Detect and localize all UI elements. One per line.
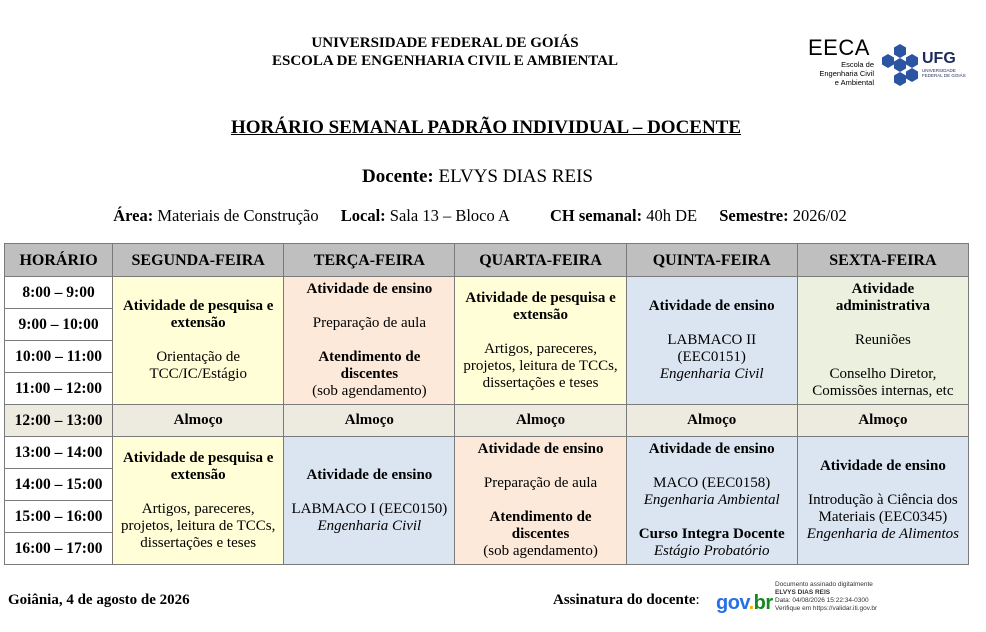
- time-cell: 10:00 – 11:00: [5, 341, 113, 373]
- thursday-morning-cell: Atividade de ensino LABMACO II (EEC0151) Engenharia Civil: [626, 277, 797, 405]
- wednesday-afternoon-cell: Atividade de ensino Preparação de aula Atendimento de discentes (sob agendamento): [455, 437, 626, 565]
- signature-line: Verifique em https://validar.iti.gov.br: [775, 605, 878, 612]
- school-name: ESCOLA DE ENGENHARIA CIVIL E AMBIENTAL: [271, 53, 619, 69]
- ufg-logo-text: UFG: [922, 50, 956, 67]
- govbr-logo: gov.br: [716, 592, 773, 614]
- time-cell: 12:00 – 13:00: [5, 405, 113, 437]
- lunch-cell: Almoço: [284, 405, 455, 437]
- digital-signature-stamp: [775, 581, 877, 613]
- docente-name: ELVYS DIAS REIS: [438, 166, 593, 187]
- signature-line: ELVYS DIAS REIS: [775, 589, 831, 596]
- lunch-cell: Almoço: [626, 405, 797, 437]
- signature-line: Documento assinado digitalmente: [775, 581, 873, 588]
- friday-afternoon-cell: Atividade de ensino Introdução à Ciência dos Materiais (EEC0345) Engenharia de Alimentos: [797, 437, 968, 565]
- lunch-row: [5, 405, 969, 437]
- time-cell: 14:00 – 15:00: [5, 469, 113, 501]
- monday-morning-cell: Atividade de pesquisa e extensão Orientação de TCC/IC/Estágio: [113, 277, 284, 405]
- logos: [806, 36, 976, 92]
- column-header: SEXTA-FEIRA: [797, 244, 968, 277]
- time-cell: 16:00 – 17:00: [5, 533, 113, 565]
- friday-morning-cell: Atividade administrativa Reuniões Conselho Diretor, Comissões internas, etc: [797, 277, 968, 405]
- ch-value: 40h DE: [646, 206, 698, 225]
- column-header: TERÇA-FEIRA: [284, 244, 455, 277]
- docente-label: Docente:: [362, 166, 434, 187]
- lunch-cell: Almoço: [455, 405, 626, 437]
- eeca-logo: [808, 36, 874, 87]
- area-label: Área:: [113, 206, 154, 225]
- ufg-sub-line: FEDERAL DE GOIÁS: [922, 73, 966, 78]
- eeca-line: e Ambiental: [834, 78, 874, 87]
- university-name: UNIVERSIDADE FEDERAL DE GOIÁS: [311, 35, 579, 51]
- semestre-label: Semestre:: [719, 206, 789, 225]
- tuesday-morning-cell: Atividade de ensino Preparação de aula Atendimento de discentes (sob agendamento): [284, 277, 455, 405]
- eeca-logo-text: EECA: [808, 35, 870, 60]
- time-cell: 13:00 – 14:00: [5, 437, 113, 469]
- lunch-cell: Almoço: [113, 405, 284, 437]
- eeca-line: Escola de: [841, 60, 874, 69]
- column-header: QUINTA-FEIRA: [626, 244, 797, 277]
- monday-afternoon-cell: Atividade de pesquisa e extensão Artigos, pareceres, projetos, leitura de TCCs, dissertações e teses: [113, 437, 284, 565]
- area-value: Materiais de Construção: [157, 206, 319, 225]
- eeca-line: Engenharia Civil: [819, 69, 874, 78]
- place-date: Goiânia, 4 de agosto de 2026: [8, 592, 190, 608]
- docente-line: [0, 166, 955, 188]
- semestre-value: 2026/02: [792, 206, 847, 225]
- column-header: HORÁRIO: [5, 244, 113, 277]
- time-cell: 8:00 – 9:00: [5, 277, 113, 309]
- info-line: [0, 206, 960, 226]
- ch-label: CH semanal:: [550, 206, 643, 225]
- table-row: [5, 437, 969, 469]
- ufg-sub-line: UNIVERSIDADE: [922, 68, 956, 73]
- time-cell: 11:00 – 12:00: [5, 373, 113, 405]
- column-header: QUARTA-FEIRA: [455, 244, 626, 277]
- local-label: Local:: [340, 206, 386, 225]
- table-header-row: [5, 244, 969, 277]
- tuesday-afternoon-cell: Atividade de ensino LABMACO I (EEC0150) Engenharia Civil: [284, 437, 455, 565]
- table-row: [5, 277, 969, 309]
- wednesday-morning-cell: Atividade de pesquisa e extensão Artigos, pareceres, projetos, leitura de TCCs, dissertações e teses: [455, 277, 626, 405]
- time-cell: 15:00 – 16:00: [5, 501, 113, 533]
- signature-line: Data: 04/08/2026 15:22:34-0300: [775, 597, 869, 604]
- document-title: HORÁRIO SEMANAL PADRÃO INDIVIDUAL – DOCENTE: [230, 117, 742, 138]
- thursday-afternoon-cell: Atividade de ensino MACO (EEC0158) Engenharia Ambiental Curso Integra Docente Estágio Probatório: [626, 437, 797, 565]
- column-header: SEGUNDA-FEIRA: [113, 244, 284, 277]
- signature-label-line: Assinatura do docente:: [553, 592, 700, 608]
- ufg-hexagon-icon: [880, 42, 920, 86]
- time-cell: 9:00 – 10:00: [5, 309, 113, 341]
- signature-label: Assinatura do docente: [553, 592, 696, 608]
- schedule-table: [4, 243, 969, 565]
- local-value: Sala 13 – Bloco A: [389, 206, 510, 225]
- ufg-logo: [880, 42, 966, 91]
- lunch-cell: Almoço: [797, 405, 968, 437]
- institution-header: [200, 34, 690, 70]
